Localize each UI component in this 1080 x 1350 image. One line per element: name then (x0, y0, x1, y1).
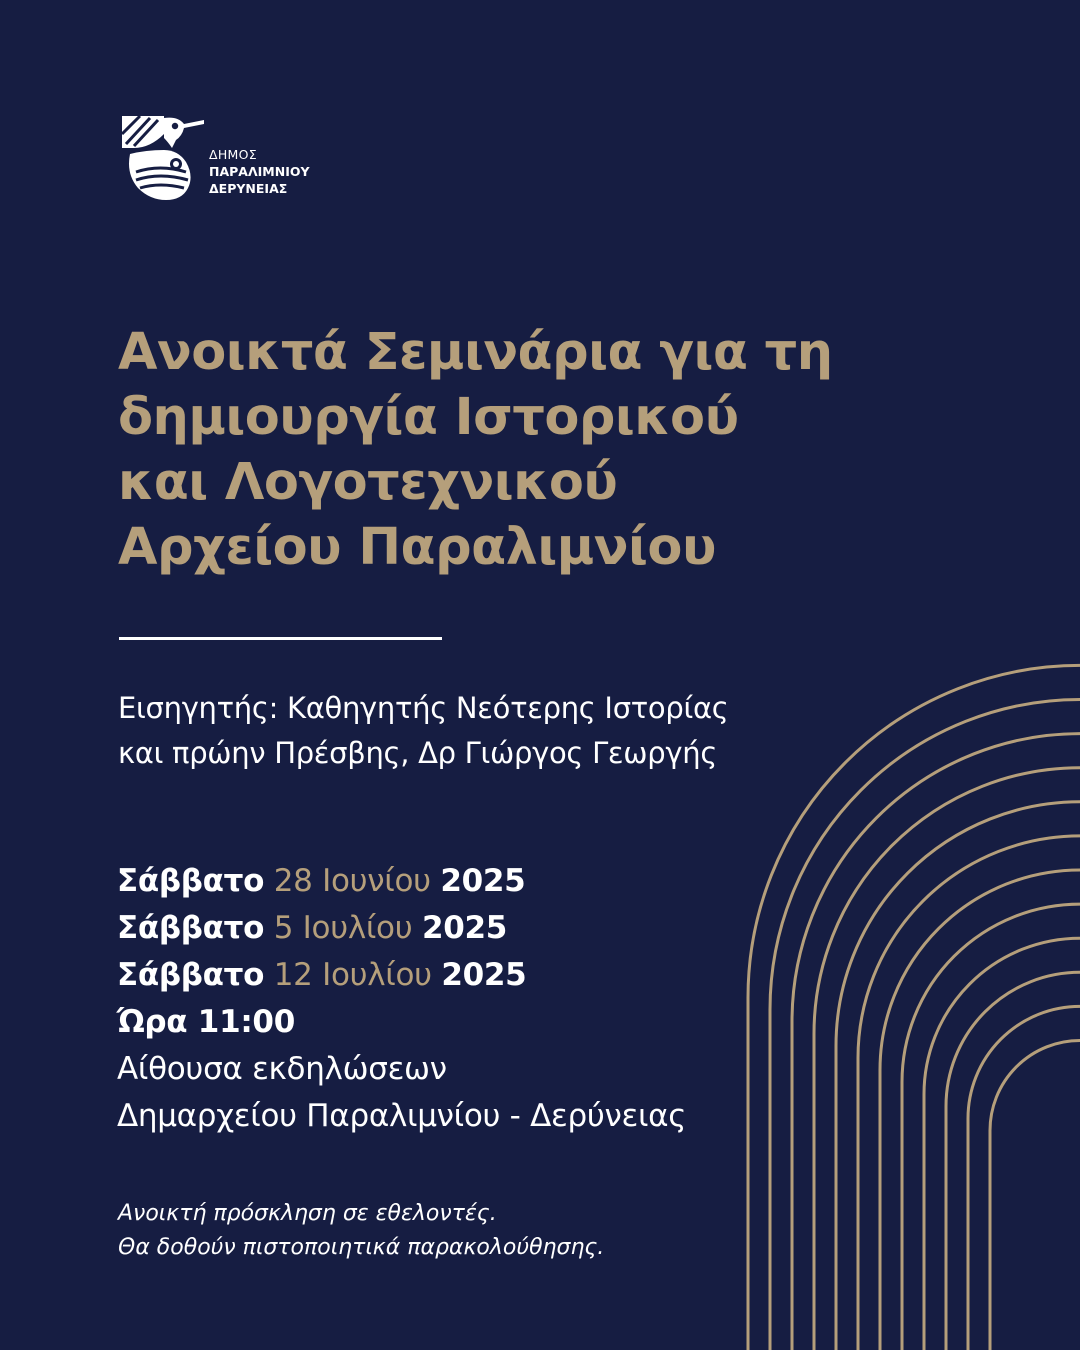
title-line-2: δημιουργία Ιστορικού (118, 388, 739, 447)
speaker-line-2: και πρώην Πρέσβης, Δρ Γιώργος Γεωργής (118, 736, 718, 770)
venue-line-2: Δημαρχείου Παραλιμνίου - Δερύνειας (117, 1098, 687, 1134)
venue-line-1: Αίθουσα εκδηλώσεων (117, 1051, 447, 1087)
logo-line-3: ΔΕΡΥΝΕΙΑΣ (209, 181, 288, 196)
date-weekday: Σάββατο (117, 957, 265, 993)
arch-line (836, 802, 1080, 1350)
arch-line (748, 665, 1080, 1350)
date-year: 2025 (441, 957, 527, 993)
date-year: 2025 (440, 863, 526, 899)
date-weekday: Σάββατο (117, 863, 265, 899)
date-day-month: 28 Ιουνίου (273, 863, 431, 899)
arch-line (968, 1006, 1080, 1350)
date-day-month: 5 Ιουλίου (273, 910, 413, 946)
logo-line-1: ΔΗΜΟΣ (209, 147, 257, 162)
logo-line-2: ΠΑΡΑΛΙΜΝΙΟΥ (209, 164, 310, 179)
title-line-4: Αρχείου Παραλιμνίου (118, 518, 716, 577)
note-line-2: Θα δοθούν πιστοποιητικά παρακολούθησης. (118, 1235, 605, 1260)
title-line-3: και Λογοτεχνικού (118, 453, 618, 512)
date-year: 2025 (421, 910, 508, 946)
event-time: Ώρα 11:00 (117, 1004, 295, 1040)
arch-line (990, 1041, 1080, 1350)
date-day-month: 12 Ιουλίου (273, 957, 432, 993)
date-weekday: Σάββατο (117, 910, 265, 946)
note-line-1: Ανοικτή πρόσκληση σε εθελοντές. (118, 1201, 497, 1226)
speaker-line-1: Εισηγητής: Καθηγητής Νεότερης Ιστορίας (118, 691, 729, 725)
title-line-1: Ανοικτά Σεμινάρια για τη (118, 323, 833, 382)
